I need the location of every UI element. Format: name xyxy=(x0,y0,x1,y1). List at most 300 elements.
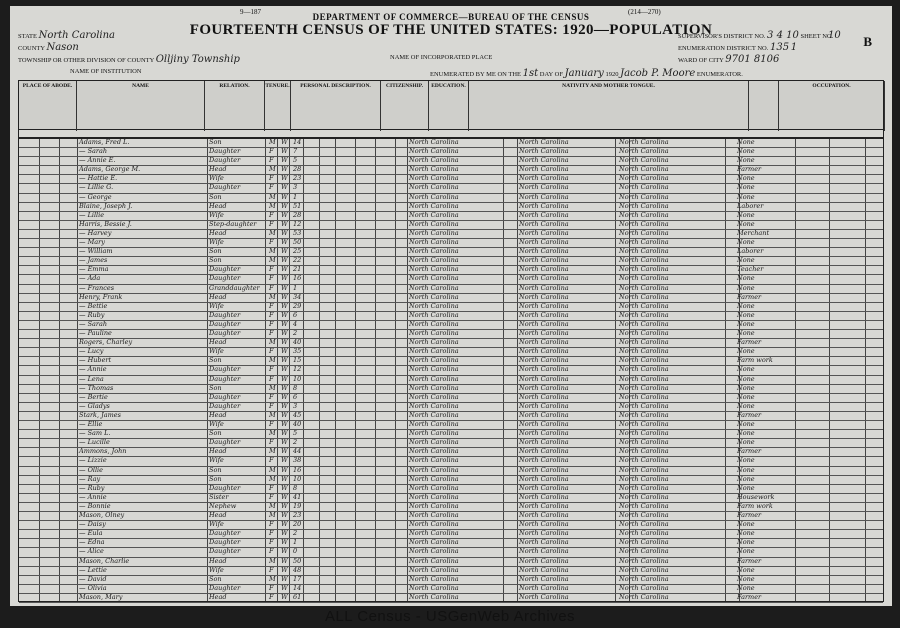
cell-father: North Carolina xyxy=(519,310,569,319)
cell-birth: North Carolina xyxy=(409,429,459,438)
cell-mother: North Carolina xyxy=(619,492,669,501)
cell-race: W xyxy=(281,292,288,301)
cell-name: — Alice xyxy=(79,547,104,556)
state-label: STATE xyxy=(18,33,37,40)
cell-age: 61 xyxy=(293,592,302,601)
cell-sex: F xyxy=(269,538,274,547)
cell-sex: M xyxy=(269,556,276,565)
cell-name: Harris, Bessie J. xyxy=(79,219,132,228)
cell-birth: North Carolina xyxy=(409,292,459,301)
cell-name: — Hattie E. xyxy=(79,174,118,183)
cell-birth: North Carolina xyxy=(409,438,459,447)
cell-birth: North Carolina xyxy=(409,310,459,319)
county-value: Nason xyxy=(46,42,79,53)
cell-relation: Wife xyxy=(209,565,224,574)
cell-name: — Lillie G. xyxy=(79,183,114,192)
cell-race: W xyxy=(281,274,288,283)
cell-sex: M xyxy=(269,338,276,347)
cell-occupation: None xyxy=(737,365,755,374)
cell-age: 10 xyxy=(293,474,302,483)
cell-occupation: None xyxy=(737,474,755,483)
cell-sex: F xyxy=(269,183,274,192)
cell-name: — David xyxy=(79,574,107,583)
cell-birth: North Carolina xyxy=(409,374,459,383)
cell-relation: Wife xyxy=(209,347,224,356)
cell-relation: Daughter xyxy=(209,156,241,165)
cell-relation: Daughter xyxy=(209,374,241,383)
cell-occupation: None xyxy=(737,538,755,547)
cell-occupation: None xyxy=(737,401,755,410)
cell-birth: North Carolina xyxy=(409,547,459,556)
cell-race: W xyxy=(281,511,288,520)
column-group-header: PLACE OF ABODE. xyxy=(19,81,77,131)
cell-name: Adams, Fred L. xyxy=(79,138,130,146)
cell-sex: F xyxy=(269,401,274,410)
table-row xyxy=(19,594,883,603)
cell-mother: North Carolina xyxy=(619,210,669,219)
enumerated-day: 1st xyxy=(522,68,539,79)
enumerator-name: Jacob P. Moore xyxy=(620,68,696,79)
cell-sex: M xyxy=(269,247,276,256)
cell-relation: Daughter xyxy=(209,547,241,556)
cell-race: W xyxy=(281,420,288,429)
cell-sex: F xyxy=(269,265,274,274)
cell-birth: North Carolina xyxy=(409,365,459,374)
cell-mother: North Carolina xyxy=(619,556,669,565)
cell-father: North Carolina xyxy=(519,283,569,292)
cell-birth: North Carolina xyxy=(409,174,459,183)
cell-birth: North Carolina xyxy=(409,529,459,538)
cell-birth: North Carolina xyxy=(409,247,459,256)
cell-sex: M xyxy=(269,410,276,419)
cell-birth: North Carolina xyxy=(409,238,459,247)
cell-occupation: None xyxy=(737,138,755,146)
cell-age: 19 xyxy=(293,501,302,510)
cell-father: North Carolina xyxy=(519,319,569,328)
cell-race: W xyxy=(281,329,288,338)
cell-mother: North Carolina xyxy=(619,319,669,328)
cell-birth: North Carolina xyxy=(409,574,459,583)
cell-race: W xyxy=(281,465,288,474)
cell-race: W xyxy=(281,474,288,483)
cell-name: Adams, George M. xyxy=(79,165,141,174)
cell-occupation: None xyxy=(737,392,755,401)
cell-relation: Daughter xyxy=(209,583,241,592)
cell-race: W xyxy=(281,219,288,228)
cell-mother: North Carolina xyxy=(619,529,669,538)
cell-relation: Daughter xyxy=(209,529,241,538)
cell-race: W xyxy=(281,520,288,529)
cell-father: North Carolina xyxy=(519,192,569,201)
cell-age: 5 xyxy=(293,156,298,165)
cell-relation: Sister xyxy=(209,492,229,501)
cell-sex: F xyxy=(269,238,274,247)
cell-age: 6 xyxy=(293,392,298,401)
cell-father: North Carolina xyxy=(519,511,569,520)
cell-race: W xyxy=(281,556,288,565)
cell-father: North Carolina xyxy=(519,565,569,574)
cell-mother: North Carolina xyxy=(619,292,669,301)
cell-relation: Daughter xyxy=(209,538,241,547)
cell-name: — Mary xyxy=(79,238,105,247)
cell-relation: Head xyxy=(209,511,227,520)
cell-name: — Eula xyxy=(79,529,103,538)
cell-mother: North Carolina xyxy=(619,228,669,237)
cell-age: 28 xyxy=(293,165,302,174)
cell-sex: F xyxy=(269,547,274,556)
cell-age: 1 xyxy=(293,192,298,201)
cell-birth: North Carolina xyxy=(409,520,459,529)
cell-age: 15 xyxy=(293,356,302,365)
cell-occupation: None xyxy=(737,483,755,492)
cell-occupation: None xyxy=(737,456,755,465)
cell-occupation: None xyxy=(737,529,755,538)
cell-race: W xyxy=(281,228,288,237)
cell-mother: North Carolina xyxy=(619,365,669,374)
cell-father: North Carolina xyxy=(519,547,569,556)
cell-occupation: None xyxy=(737,547,755,556)
cell-father: North Carolina xyxy=(519,256,569,265)
cell-sex: F xyxy=(269,274,274,283)
cell-sex: M xyxy=(269,201,276,210)
cell-father: North Carolina xyxy=(519,347,569,356)
cell-name: — Annie E. xyxy=(79,156,116,165)
cell-father: North Carolina xyxy=(519,401,569,410)
cell-father: North Carolina xyxy=(519,338,569,347)
cell-mother: North Carolina xyxy=(619,447,669,456)
cell-race: W xyxy=(281,201,288,210)
cell-father: North Carolina xyxy=(519,447,569,456)
form-code-secondary: (214—270) xyxy=(628,8,661,16)
cell-mother: North Carolina xyxy=(619,165,669,174)
cell-race: W xyxy=(281,374,288,383)
state-value: North Carolina xyxy=(38,30,116,41)
cell-name: — Ada xyxy=(79,274,101,283)
cell-sex: M xyxy=(269,501,276,510)
cell-race: W xyxy=(281,174,288,183)
cell-occupation: Farmer xyxy=(737,338,762,347)
cell-sex: M xyxy=(269,429,276,438)
cell-birth: North Carolina xyxy=(409,319,459,328)
cell-mother: North Carolina xyxy=(619,147,669,156)
cell-relation: Nephew xyxy=(209,501,237,510)
cell-race: W xyxy=(281,301,288,310)
cell-occupation: None xyxy=(737,438,755,447)
enumeration-district-label: ENUMERATION DISTRICT NO. xyxy=(678,45,769,52)
cell-name: — Ruby xyxy=(79,483,105,492)
enumeration-district-value: 135 xyxy=(769,42,790,53)
cell-sex: M xyxy=(269,165,276,174)
cell-age: 16 xyxy=(293,274,302,283)
cell-relation: Son xyxy=(209,192,222,201)
cell-relation: Daughter xyxy=(209,183,241,192)
cell-birth: North Carolina xyxy=(409,356,459,365)
cell-birth: North Carolina xyxy=(409,138,459,146)
cell-occupation: Farm work xyxy=(737,356,773,365)
cell-occupation: None xyxy=(737,583,755,592)
cell-mother: North Carolina xyxy=(619,538,669,547)
cell-age: 14 xyxy=(293,138,302,146)
cell-relation: Head xyxy=(209,556,227,565)
cell-sex: F xyxy=(269,147,274,156)
cell-father: North Carolina xyxy=(519,556,569,565)
cell-father: North Carolina xyxy=(519,365,569,374)
cell-race: W xyxy=(281,529,288,538)
cell-age: 48 xyxy=(293,565,302,574)
cell-father: North Carolina xyxy=(519,210,569,219)
column-group-header: OCCUPATION. xyxy=(779,81,885,131)
cell-occupation: Laborer xyxy=(737,247,764,256)
cell-sex: M xyxy=(269,511,276,520)
cell-sex: F xyxy=(269,319,274,328)
cell-mother: North Carolina xyxy=(619,429,669,438)
cell-birth: North Carolina xyxy=(409,483,459,492)
cell-race: W xyxy=(281,438,288,447)
cell-sex: F xyxy=(269,392,274,401)
cell-race: W xyxy=(281,210,288,219)
sheet-number: 1 xyxy=(790,42,798,53)
cell-mother: North Carolina xyxy=(619,392,669,401)
cell-occupation: None xyxy=(737,283,755,292)
census-sheet xyxy=(10,6,892,606)
cell-father: North Carolina xyxy=(519,292,569,301)
page-title: FOURTEENTH CENSUS OF THE UNITED STATES: 1920—POPULATION xyxy=(189,22,713,38)
cell-name: — Hubert xyxy=(79,356,112,365)
township-value: Olljiny Township xyxy=(155,54,240,65)
cell-sex: M xyxy=(269,356,276,365)
cell-birth: North Carolina xyxy=(409,565,459,574)
cell-name: — Lizzie xyxy=(79,456,107,465)
cell-father: North Carolina xyxy=(519,456,569,465)
cell-father: North Carolina xyxy=(519,592,569,601)
cell-birth: North Carolina xyxy=(409,410,459,419)
cell-father: North Carolina xyxy=(519,420,569,429)
cell-occupation: None xyxy=(737,565,755,574)
cell-name: — James xyxy=(79,256,108,265)
cell-age: 53 xyxy=(293,228,302,237)
cell-name: — Lucille xyxy=(79,438,110,447)
cell-sex: F xyxy=(269,347,274,356)
cell-race: W xyxy=(281,319,288,328)
cell-father: North Carolina xyxy=(519,228,569,237)
cell-birth: North Carolina xyxy=(409,228,459,237)
cell-relation: Daughter xyxy=(209,310,241,319)
cell-mother: North Carolina xyxy=(619,438,669,447)
cell-occupation: Farmer xyxy=(737,410,762,419)
cell-age: 8 xyxy=(293,383,298,392)
cell-race: W xyxy=(281,538,288,547)
cell-age: 14 xyxy=(293,583,302,592)
cell-birth: North Carolina xyxy=(409,465,459,474)
cell-race: W xyxy=(281,392,288,401)
cell-mother: North Carolina xyxy=(619,420,669,429)
cell-name: — Lena xyxy=(79,374,104,383)
cell-relation: Son xyxy=(209,247,222,256)
cell-father: North Carolina xyxy=(519,483,569,492)
cell-father: North Carolina xyxy=(519,238,569,247)
cell-birth: North Carolina xyxy=(409,192,459,201)
cell-mother: North Carolina xyxy=(619,156,669,165)
cell-age: 44 xyxy=(293,447,302,456)
cell-sex: F xyxy=(269,365,274,374)
cell-father: North Carolina xyxy=(519,574,569,583)
cell-race: W xyxy=(281,156,288,165)
census-table xyxy=(18,138,884,602)
column-group-header: TENURE. xyxy=(265,81,291,131)
cell-name: Mason, Mary xyxy=(79,592,123,601)
cell-relation: Son xyxy=(209,574,222,583)
column-group-header: NATIVITY AND MOTHER TONGUE. xyxy=(469,81,749,131)
cell-race: W xyxy=(281,183,288,192)
cell-relation: Son xyxy=(209,474,222,483)
cell-occupation: None xyxy=(737,374,755,383)
cell-age: 2 xyxy=(293,438,298,447)
cell-mother: North Carolina xyxy=(619,192,669,201)
cell-mother: North Carolina xyxy=(619,310,669,319)
cell-age: 40 xyxy=(293,338,302,347)
cell-name: — Lucy xyxy=(79,347,104,356)
cell-relation: Son xyxy=(209,138,222,146)
cell-occupation: Farm work xyxy=(737,501,773,510)
cell-father: North Carolina xyxy=(519,583,569,592)
cell-relation: Step-daughter xyxy=(209,219,257,228)
cell-sex: F xyxy=(269,156,274,165)
cell-birth: North Carolina xyxy=(409,274,459,283)
cell-sex: F xyxy=(269,174,274,183)
cell-relation: Wife xyxy=(209,420,224,429)
cell-age: 17 xyxy=(293,574,302,583)
cell-sex: M xyxy=(269,447,276,456)
cell-age: 1 xyxy=(293,283,298,292)
cell-birth: North Carolina xyxy=(409,592,459,601)
cell-race: W xyxy=(281,583,288,592)
county-label: COUNTY xyxy=(18,45,45,52)
cell-name: Mason, Olney xyxy=(79,511,125,520)
cell-sex: F xyxy=(269,283,274,292)
cell-race: W xyxy=(281,283,288,292)
cell-birth: North Carolina xyxy=(409,329,459,338)
cell-name: — Bertie xyxy=(79,392,108,401)
cell-sex: F xyxy=(269,301,274,310)
cell-birth: North Carolina xyxy=(409,301,459,310)
cell-father: North Carolina xyxy=(519,201,569,210)
cell-sex: M xyxy=(269,383,276,392)
cell-birth: North Carolina xyxy=(409,265,459,274)
cell-name: — Ruby xyxy=(79,310,105,319)
cell-age: 21 xyxy=(293,265,302,274)
cell-father: North Carolina xyxy=(519,429,569,438)
cell-age: 0 xyxy=(293,547,298,556)
cell-race: W xyxy=(281,592,288,601)
column-group-header: EDUCATION. xyxy=(429,81,469,131)
cell-race: W xyxy=(281,456,288,465)
cell-relation: Head xyxy=(209,292,227,301)
cell-father: North Carolina xyxy=(519,465,569,474)
cell-sex: F xyxy=(269,420,274,429)
cell-sex: F xyxy=(269,438,274,447)
cell-occupation: None xyxy=(737,147,755,156)
cell-age: 25 xyxy=(293,247,302,256)
cell-age: 51 xyxy=(293,201,302,210)
cell-name: — Bonnie xyxy=(79,501,111,510)
cell-father: North Carolina xyxy=(519,301,569,310)
cell-occupation: None xyxy=(737,520,755,529)
cell-mother: North Carolina xyxy=(619,374,669,383)
township-label: TOWNSHIP OR OTHER DIVISION OF COUNTY xyxy=(18,57,155,64)
cell-name: — Ellie xyxy=(79,420,103,429)
cell-occupation: None xyxy=(737,274,755,283)
cell-mother: North Carolina xyxy=(619,247,669,256)
cell-name: — Lillie xyxy=(79,210,105,219)
cell-age: 20 xyxy=(293,520,302,529)
cell-sex: F xyxy=(269,520,274,529)
cell-occupation: Teacher xyxy=(737,265,764,274)
cell-race: W xyxy=(281,238,288,247)
cell-father: North Carolina xyxy=(519,538,569,547)
cell-father: North Carolina xyxy=(519,356,569,365)
cell-age: 41 xyxy=(293,492,302,501)
cell-birth: North Carolina xyxy=(409,401,459,410)
cell-age: 50 xyxy=(293,238,302,247)
cell-name: — Olivia xyxy=(79,583,107,592)
cell-relation: Daughter xyxy=(209,265,241,274)
cell-sex: F xyxy=(269,529,274,538)
cell-sex: M xyxy=(269,474,276,483)
cell-birth: North Carolina xyxy=(409,583,459,592)
cell-father: North Carolina xyxy=(519,438,569,447)
cell-age: 22 xyxy=(293,256,302,265)
cell-occupation: None xyxy=(737,219,755,228)
cell-father: North Carolina xyxy=(519,410,569,419)
cell-relation: Daughter xyxy=(209,483,241,492)
cell-relation: Son xyxy=(209,256,222,265)
cell-name: — Harvey xyxy=(79,228,112,237)
cell-relation: Head xyxy=(209,410,227,419)
cell-name: Ammons, John xyxy=(79,447,127,456)
cell-name: — Frances xyxy=(79,283,115,292)
cell-occupation: None xyxy=(737,301,755,310)
cell-race: W xyxy=(281,347,288,356)
cell-relation: Wife xyxy=(209,456,224,465)
cell-sex: F xyxy=(269,374,274,383)
cell-relation: Head xyxy=(209,592,227,601)
cell-father: North Carolina xyxy=(519,529,569,538)
cell-mother: North Carolina xyxy=(619,138,669,146)
cell-name: — Thomas xyxy=(79,383,114,392)
cell-occupation: Housework xyxy=(737,492,775,501)
cell-relation: Head xyxy=(209,165,227,174)
cell-birth: North Carolina xyxy=(409,338,459,347)
supervisor-district-value: 3 4 10 xyxy=(767,30,799,41)
cell-relation: Wife xyxy=(209,301,224,310)
cell-sex: M xyxy=(269,228,276,237)
cell-sex: M xyxy=(269,256,276,265)
cell-relation: Daughter xyxy=(209,274,241,283)
cell-mother: North Carolina xyxy=(619,483,669,492)
cell-sex: F xyxy=(269,329,274,338)
day-of-label: DAY OF xyxy=(539,71,563,78)
cell-occupation: None xyxy=(737,183,755,192)
column-group-header: NAME xyxy=(77,81,205,131)
cell-relation: Daughter xyxy=(209,329,241,338)
cell-occupation: None xyxy=(737,210,755,219)
cell-mother: North Carolina xyxy=(619,256,669,265)
cell-race: W xyxy=(281,310,288,319)
cell-occupation: None xyxy=(737,420,755,429)
cell-name: — Pauline xyxy=(79,329,112,338)
cell-name: — Bettie xyxy=(79,301,108,310)
cell-mother: North Carolina xyxy=(619,183,669,192)
